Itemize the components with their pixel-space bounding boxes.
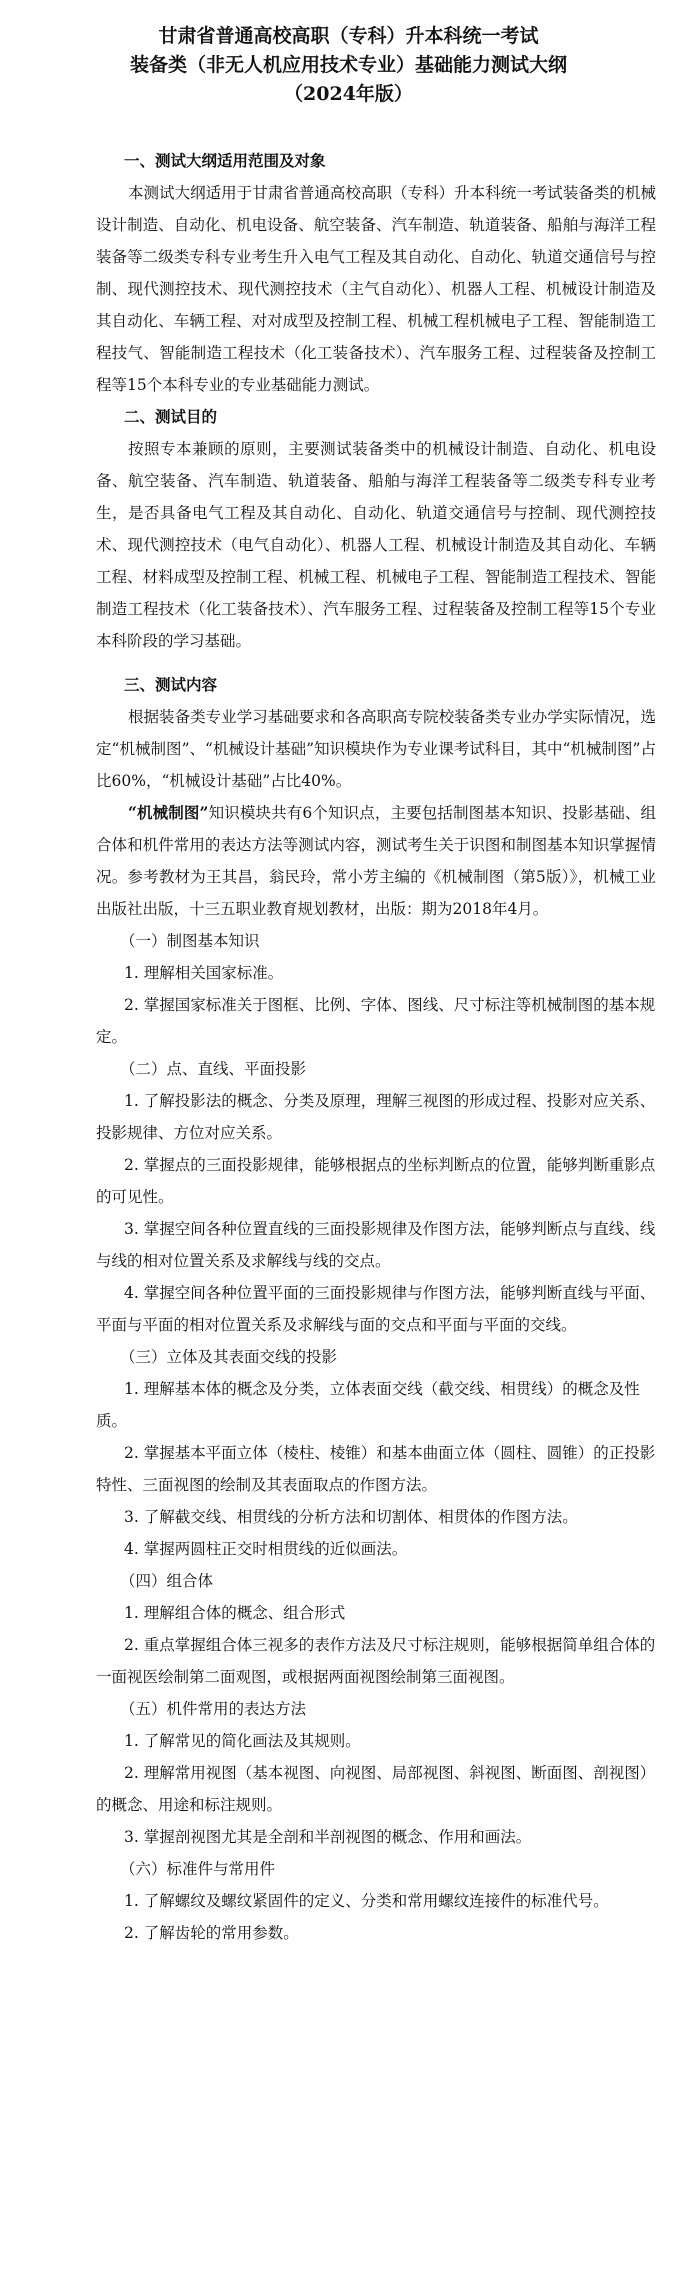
section-1-paragraph: 本测试大纲适用于甘肃省普通高校高职（专科）升本科统一考试装备类的机械设计制造、自动化、机电设备、航空装备、汽车制造、轨道装备、船舶与海洋工程装备等二级类专科专业考生升入电气工程及其自动化、自动化、轨道交通信号与控制、现代测控技术、现代测控技术（主气自动化）、机器人工程、机械设计制造及其自动化、车辆工程、对对成型及控制工程、机械工程机械电子工程、智能制造工程技气、智能制造工程技术（化工装备技术）、汽车服务工程、过程装备及控制工程等15个本科专业的专业基础能力测试。 (96, 184, 656, 394)
list-item: 4. 掌握空间各种位置平面的三面投影规律与作图方法，能够判断直线与平面、平面与平面的相对位置关系及求解线与面的交点和平面与平面的交线。 (96, 1284, 656, 1334)
part-6 (96, 1853, 656, 1949)
list-item: 4. 掌握两圆柱正交时相贯线的近似画法。 (124, 1540, 408, 1558)
list-item: 1. 了解投影法的概念、分类及原理，理解三视图的形成过程、投影对应关系、投影规律、方位对应关系。 (96, 1092, 656, 1142)
part-3 (96, 1341, 656, 1565)
list-item: 2. 掌握基本平面立体（棱柱、棱锥）和基本曲面立体（圆柱、圆锥）的正投影特性、三面视图的绘制及其表面取点的作图方法。 (96, 1444, 656, 1494)
section-3-bold-term: “机械制图” (128, 803, 209, 822)
part-1 (96, 925, 656, 1053)
list-item: 1. 理解相关国家标准。 (124, 964, 284, 982)
list-item: 3. 掌握空间各种位置直线的三面投影规律及作图方法，能够判断点与直线、线与线的相对位置关系及求解线与线的交点。 (96, 1220, 656, 1270)
list-item: 1. 理解组合体的概念、组合形式 (124, 1604, 346, 1622)
list-item: 1. 理解基本体的概念及分类，立体表面交线（截交线、相贯线）的概念及性质。 (96, 1380, 640, 1430)
part-5 (96, 1693, 656, 1853)
section-2-paragraph: 按照专本兼顾的原则，主要测试装备类中的机械设计制造、自动化、机电设备、航空装备、汽车制造、轨道装备、船舶与海洋工程装备等二级类专科专业考生，是否具备电气工程及其自动化、自动化、轨道交通信号与控制、现代测控技术、现代测控技术（电气自动化）、机器人工程、机械设计制造及其自动化、车辆工程、材料成型及控制工程、机械工程、机械电子工程、智能制造工程技术、智能制造工程技术（化工装备技术）、汽车服务工程、过程装备及控制工程等15个专业本科阶段的学习基础。 (96, 440, 656, 650)
section-3-paragraph-1: 根据装备类专业学习基础要求和各高职高专院校装备类专业办学实际情况，选定“机械制图”、“机械设计基础”知识模块作为专业课考试科目，其中“机械制图”占比60%，“机械设计基础”占比40%。 (96, 708, 656, 790)
title-line-3: （2024年版） (284, 83, 413, 105)
document-title (0, 22, 697, 109)
section-3-paragraph-2 (96, 797, 656, 925)
list-item: 3. 了解截交线、相贯线的分析方法和切割体、相贯体的作图方法。 (124, 1508, 578, 1526)
part-heading: （五）机件常用的表达方法 (120, 1700, 307, 1718)
list-item: 2. 掌握国家标准关于图框、比例、字体、图线、尺寸标注等机械制图的基本规定。 (96, 996, 656, 1046)
part-heading: （二）点、直线、平面投影 (120, 1060, 307, 1078)
part-heading: （一）制图基本知识 (120, 932, 260, 950)
section-2-heading: 二、测试目的 (124, 407, 218, 426)
part-heading: （三）立体及其表面交线的投影 (120, 1348, 338, 1366)
document-body (96, 145, 656, 1949)
part-2 (96, 1053, 656, 1341)
list-item: 2. 理解常用视图（基本视图、向视图、局部视图、斜视图、断面图、剖视图）的概念、用途和标注规则。 (96, 1764, 656, 1814)
title-line-1: 甘肃省普通高校高职（专科）升本科统一考试 (158, 25, 539, 47)
list-item: 1. 了解螺纹及螺纹紧固件的定义、分类和常用螺纹连接件的标准代号。 (124, 1892, 609, 1910)
section-1-heading: 一、测试大纲适用范围及对象 (124, 151, 326, 170)
list-item: 2. 掌握点的三面投影规律，能够根据点的坐标判断点的位置，能够判断重影点的可见性。 (96, 1156, 656, 1206)
part-4 (96, 1565, 656, 1693)
section-3-paragraph-2-text: 知识模块共有6个知识点，主要包括制图基本知识、投影基础、组合体和机件常用的表达方法等测试内容，测试考生关于识图和制图基本知识掌握情况。参考教材为王其昌，翁民玲，常小芳主编的《机械制图（第5版）》，机械工业出版社出版，十三五职业教育规划教材，出版：期为2018年4月。 (96, 804, 656, 918)
list-item: 2. 了解齿轮的常用参数。 (124, 1924, 299, 1942)
part-heading: （四）组合体 (120, 1572, 214, 1590)
section-3-heading: 三、测试内容 (124, 675, 218, 694)
title-line-2: 装备类（非无人机应用技术专业）基础能力测试大纲 (129, 54, 567, 76)
part-heading: （六）标准件与常用件 (120, 1860, 276, 1878)
list-item: 1. 了解常见的简化画法及其规则。 (124, 1732, 361, 1750)
list-item: 2. 重点掌握组合体三视多的表作方法及尺寸标注规则，能够根据简单组合体的一面视医绘制第二面观图，或根据两面视图绘制第三面视图。 (96, 1636, 656, 1686)
list-item: 3. 掌握剖视图尤其是全剖和半剖视图的概念、作用和画法。 (124, 1828, 532, 1846)
